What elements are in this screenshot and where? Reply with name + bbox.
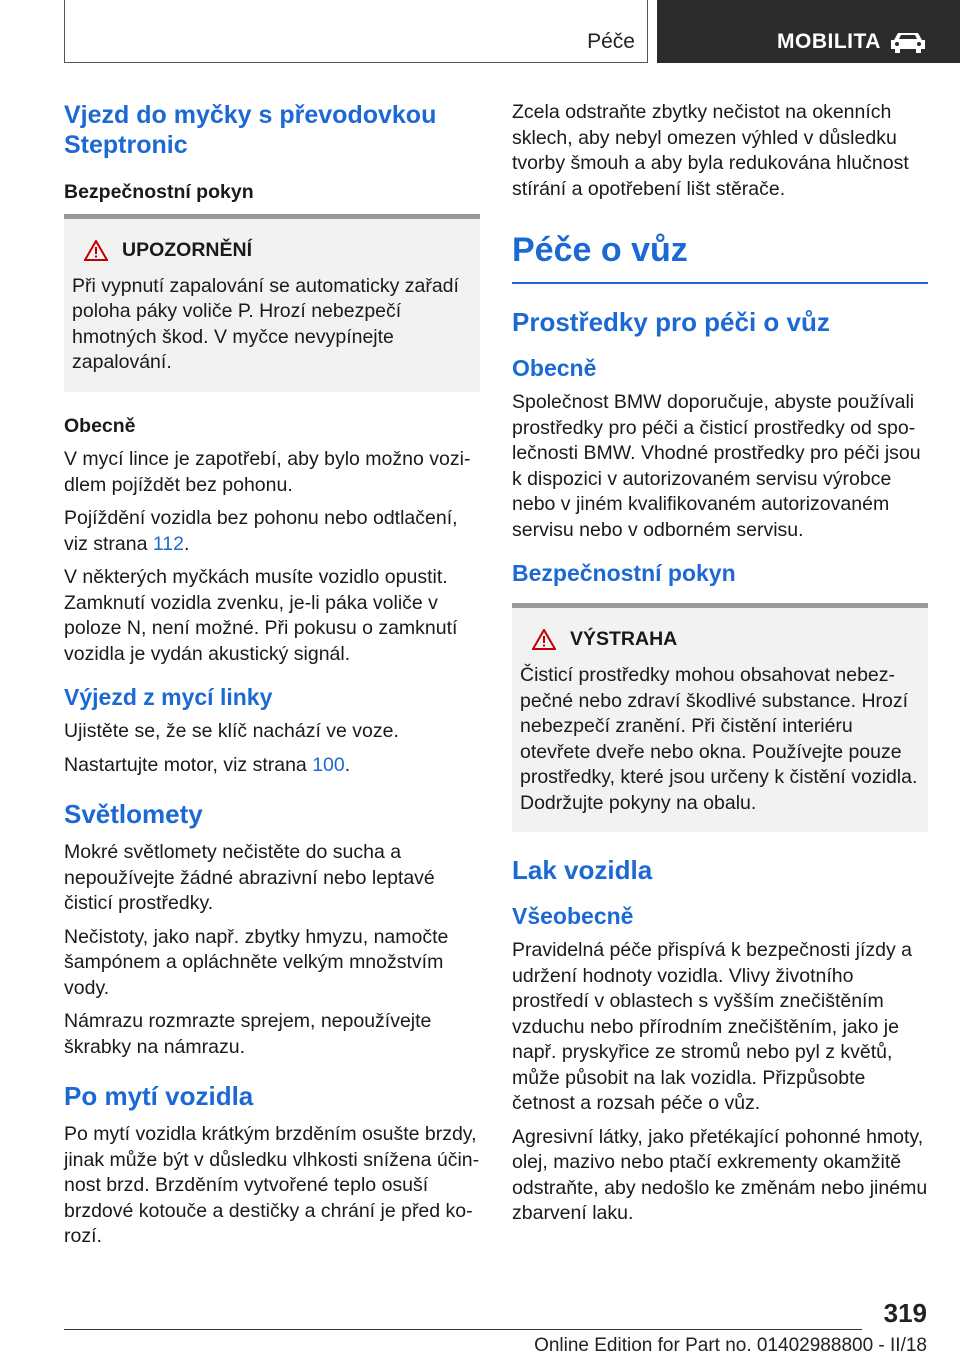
exit-heading: Výjezd z mycí linky [64, 684, 273, 710]
headlights-heading: Světlomety [64, 799, 203, 829]
paragraph: Námrazu rozmrazte sprejem, nepoužívejte škrabky na námrazu. [64, 1010, 432, 1058]
safety-heading: Bezpečnostní pokyn [512, 560, 736, 586]
paragraph: Mokré světlomety nečistěte do sucha a nepoužívejte žádné abrazivní nebo leptavé čisticí prostředky. [64, 841, 435, 914]
general-heading: Obecně [64, 414, 136, 437]
paragraph: Společnost BMW doporučuje, abyste používali prostředky pro péči a čisticí prostředky od společnosti BMW. Vhodné prostředky pro péči jsou k dispozici v autorizovaném servisu výrobce nebo v jiném kvalifikovaném autorizovaném servisu nebo v odborném servisu. [512, 391, 921, 541]
paragraph: Ujistěte se, že se klíč nachází ve voze. [64, 720, 399, 742]
warning-triangle-icon [84, 240, 108, 261]
header-section-label: Péče [587, 30, 635, 53]
footer-edition: Online Edition for Part no. 01402988800 - II/18 [534, 1335, 927, 1356]
warning-label: VÝSTRAHA [570, 628, 678, 650]
footer-divider [64, 1329, 862, 1330]
paragraph: Agresivní látky, jako přetékající pohonné hmoty, olej, mazivo nebo ptačí exkrementy okamžitě odstraňte, aby nedošlo ke změnám nebo jinému zbarvení laku. [512, 1125, 928, 1224]
header-section-box [64, 0, 648, 63]
paint-subheading: Všeobecně [512, 903, 634, 929]
care-title: Péče o vůz [512, 230, 928, 284]
paragraph: Zcela odstraňte zbytky nečistot na okenních sklech, aby nebyl omezen výhled v důsledku tvorby šmouh a aby byla redukována hlučnost stírání a opotřebení lišt stěrače. [512, 101, 909, 200]
page-number: 319 [883, 1298, 927, 1328]
header-chapter-box [657, 0, 960, 63]
paragraph: Po mytí vozidla krátkým brzděním osušte brzdy, jinak může být v důsledku vlhkosti snížena účinnost brzd. Brzděním vytvořené teplo osuší brzdové kotouče a destičky a chrání je před korozí. [64, 1123, 480, 1247]
page-link-112[interactable]: 112 [152, 532, 184, 555]
right-column [512, 100, 928, 1235]
warning-text: Při vypnutí zapalování se automaticky zařadí poloha páky voliče P. Hrozí nebezpečí hmotných škod. V myčce nevypínejte zapalování. [72, 274, 459, 373]
general-heading: Obecně [512, 355, 597, 381]
paragraph: Nečistoty, jako např. zbytky hmyzu, namočte šampónem a opláchněte velkým množstvím vody. [64, 925, 449, 999]
after-wash-heading: Po mytí vozidla [64, 1081, 254, 1111]
paragraph: Nastartujte motor, viz strana 100. [64, 753, 351, 776]
warning-box [512, 603, 928, 832]
car-icon [888, 30, 928, 54]
care-products-heading: Prostředky pro péči o vůz [512, 307, 830, 337]
page-link-100[interactable]: 100 [312, 753, 345, 776]
paragraph: Pravidelná péče přispívá k bezpečnosti jízdy a udržení hodnoty vozidla. Vlivy životního prostředí v oblastech s vyšším znečištěním vzduchu nebo přírodním znečištěním, jako je např. pryskyřice ze stromů nebo pyl z květů, může působit na lak vozidla. Přizpůsobte četnost a rozsah péče o vůz. [512, 939, 912, 1114]
warning-box [64, 214, 480, 392]
paint-heading: Lak vozidla [512, 855, 653, 885]
header-chapter-label: MOBILITA [777, 30, 881, 53]
section-title-car-wash: Vjezd do myčky s převodovkou Steptronic [64, 101, 437, 159]
safety-heading: Bezpečnostní pokyn [64, 181, 254, 203]
paragraph: Pojíždění vozidla bez pohonu nebo odtlačení, viz strana 112. [64, 507, 458, 555]
paragraph: V některých myčkách musíte vozidlo opustit. Zamknutí vozidla zvenku, je-li páka voliče v poloze N, není možné. Při pokusu o zamknutí vozidla je vydán akustický signál. [64, 566, 458, 665]
paragraph: V mycí lince je zapotřebí, aby bylo možno vozidlem pojíždět bez pohonu. [64, 448, 471, 496]
warning-label: UPOZORNĚNÍ [122, 238, 253, 261]
warning-text: Čisticí prostředky mohou obsahovat nebezpečné nebo zdraví škodlivé substance. Hrozí nebezpečí zranění. Při čistění interiéru otevřete dveře nebo okna. Používejte pouze prostředky, které jsou určeny k čistění vozidla. Dodržujte pokyny na obalu. [520, 664, 918, 814]
warning-triangle-icon [532, 629, 556, 650]
left-column [64, 100, 480, 1258]
